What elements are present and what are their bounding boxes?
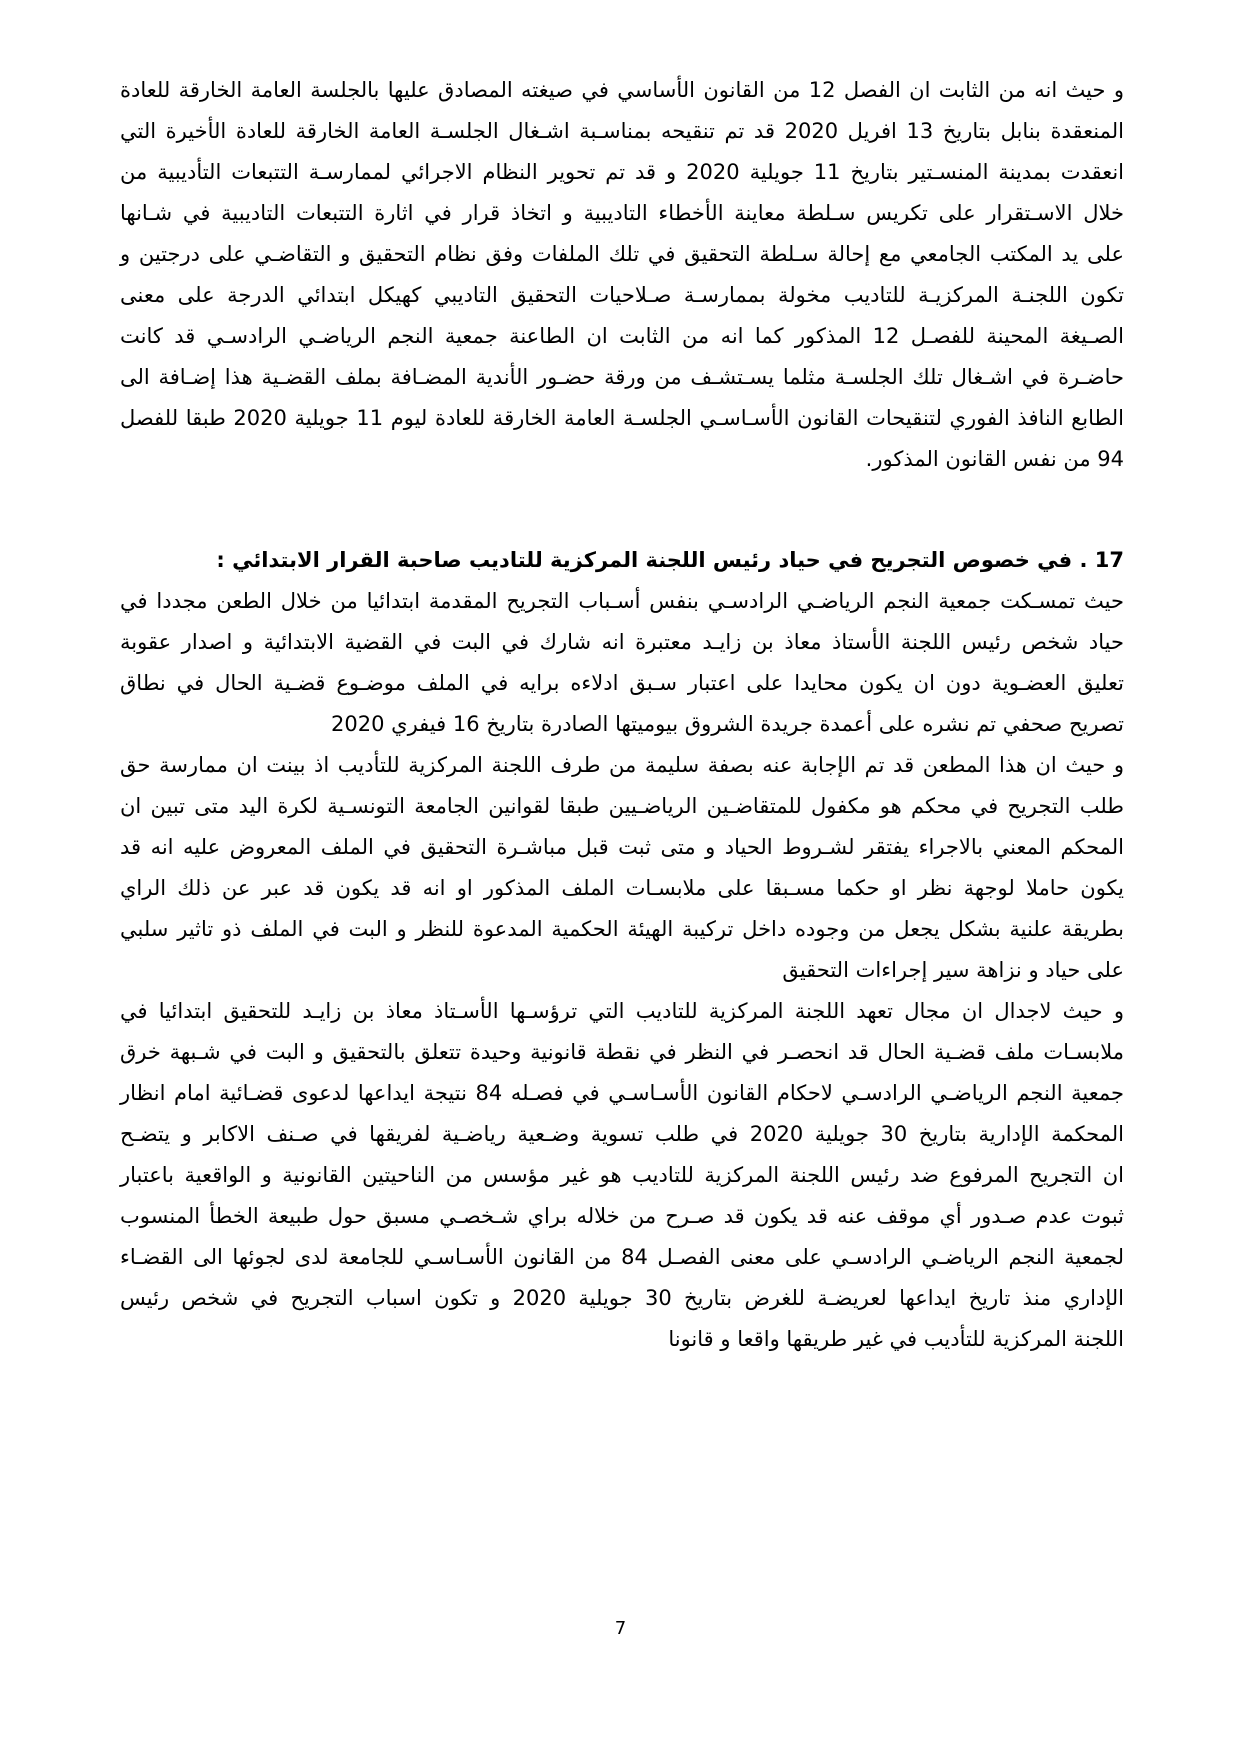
text-line: انعقدت بمدينة المنسـتير بتاريخ 11 جويلية 2020 و قد تم تحوير النظام الاجرائي لممارسـة التتبعات التأديبية من [120, 160, 1125, 184]
text-line: خلال الاسـتقرار على تكريس سـلطة معاينة الأخطاء التاديبية و اتخاذ قرار في اثارة التتبعات التاديبية في شـانها [120, 201, 1124, 225]
text-line: حيث تمسـكت جمعية النجم الرياضـي الرادسـي بنفس أسـباب التجريح المقدمة ابتدائيا من خلال الطعن مجددا في [120, 589, 1124, 613]
text-line: الصـيغة المحينة للفصـل 12 المذكور كما انه من الثابت ان الطاعنة جمعية النجم الرياضـي الرادسـي قد كانت [120, 324, 1124, 348]
paragraph-article-12 [120, 70, 1124, 480]
text-line: و حيث ان هذا المطعن قد تم الإجابة عنه بصفة سليمة من طرف اللجنة المركزية للتأديب اذ بينت ان ممارسة حق [120, 753, 1124, 777]
page-number: 7 [614, 1618, 627, 1639]
text-line: جمعية النجم الرياضـي الرادسـي لاحكام القانون الأسـاسـي في فصـله 84 نتيجة ايداعها لدعوى قضـائية امام انظار [120, 1081, 1124, 1105]
text-line: 94 من نفس القانون المذكور. [865, 447, 1124, 471]
text-line: طلب التجريح في محكم هو مكفول للمتقاضـين الرياضـيين طبقا لقوانين الجامعة التونسـية لكرة اليد متى تبين ان [120, 794, 1124, 818]
text-line: تكون اللجنـة المركزيـة للتاديب مخولة بممارسـة صـلاحيات التحقيق التاديبي كهيكل ابتدائي الدرجة على معنى [120, 283, 1124, 307]
text-line: المنعقدة بنابل بتاريخ 13 افريل 2020 قد تم تنقيحه بمناسـبة اشـغال الجلسـة العامة الخارقة للعادة الأخيرة التي [120, 119, 1125, 143]
text-line: لجمعية النجم الرياضـي الرادسـي على معنى الفصـل 84 من القانون الأسـاسـي للجامعة لدى لجوئها الى القضـاء [120, 1245, 1124, 1269]
section-17 [120, 540, 1124, 1360]
paragraph-conclusion [120, 991, 1124, 1360]
paragraph-response [120, 745, 1124, 991]
text-line: ملابسـات ملف قضـية الحال قد انحصـر في النظر في نقطة قانونية وحيدة تتعلق بالتحقيق و البت في شـبهة خرق [120, 1040, 1124, 1064]
text-line: يكون حاملا لوجهة نظر او حكما مسـبقا على ملابسـات الملف المذكور او انه قد يكون قد عبر عن ذلك الراي [120, 876, 1124, 900]
text-line: بطريقة علنية بشكل يجعل من وجوده داخل تركيبة الهيئة الحكمية المدعوة للنظر و البت في الملف ذو تاثير سلبي [120, 917, 1124, 941]
text-line: تعليق العضـوية دون ان يكون محايدا على اعتبار سـبق ادلاءه برايه في الملف موضـوع قضـية الحال في نطاق [120, 671, 1124, 695]
text-line: و حيث انه من الثابت ان الفصل 12 من القانون الأساسي في صيغته المصادق عليها بالجلسة العامة الخارقة للعادة [120, 78, 1125, 102]
text-line: ثبوت عدم صـدور أي موقف عنه قد يكون قد صـرح من خلاله براي شـخصـي مسبق حول طبيعة الخطأ المنسوب [120, 1204, 1124, 1228]
text-line: على حياد و نزاهة سير إجراءات التحقيق [782, 958, 1124, 982]
text-line: على يد المكتب الجامعي مع إحالة سـلطة التحقيق في تلك الملفات وفق نظام التحقيق و التقاضـي على درجتين و [120, 242, 1124, 266]
text-line: ان التجريح المرفوع ضد رئيس اللجنة المركزية للتاديب هو غير مؤسس من الناحيتين القانونية و الواقعية باعتبار [120, 1163, 1124, 1187]
paragraph-grounds [120, 581, 1124, 745]
text-line: المحكم المعني بالاجراء يفتقر لشـروط الحياد و متى ثبت قبل مباشـرة التحقيق في الملف المعروض عليه انه قد [120, 835, 1124, 859]
text-line: الطابع النافذ الفوري لتنقيحات القانون الأسـاسـي الجلسـة العامة الخارقة للعادة ليوم 11 جويلية 2020 طبقا للفصل [120, 406, 1124, 430]
text-line: اللجنة المركزية للتأديب في غير طريقها واقعا و قانونا [668, 1327, 1124, 1351]
text-line: حاضـرة في اشـغال تلك الجلسـة مثلما يسـتشـف من ورقة حضـور الأندية المضـافة بملف القضـية هذا إضـافة الى [120, 365, 1124, 389]
text-line: حياد شخص رئيس اللجنة الأستاذ معاذ بن زايـد معتبرة انه شارك في البت في القضية الابتدائية و اصدار عقوبة [120, 630, 1124, 654]
section-heading: 17 . في خصوص التجريح في حياد رئيس اللجنة المركزية للتاديب صاحبة القرار الابتدائي : [216, 548, 1124, 572]
document-page [120, 70, 1124, 1360]
text-line: الإداري منذ تاريخ ايداعها لعريضـة للغرض بتاريخ 30 جويلية 2020 و تكون اسباب التجريح في شخص رئيس [120, 1286, 1124, 1310]
text-line: تصريح صحفي تم نشره على أعمدة جريدة الشروق بيوميتها الصادرة بتاريخ 16 فيفري 2020 [331, 712, 1124, 736]
section-spacer [120, 480, 1124, 540]
text-line: و حيث لاجدال ان مجال تعهد اللجنة المركزية للتاديب التي ترؤسـها الأسـتاذ معاذ بن زايـد للتحقيق ابتدائيا في [120, 999, 1124, 1023]
text-line: المحكمة الإدارية بتاريخ 30 جويلية 2020 في طلب تسوية وضـعية رياضـية لفريقها في صـنف الاكابر و يتضـح [120, 1122, 1124, 1146]
